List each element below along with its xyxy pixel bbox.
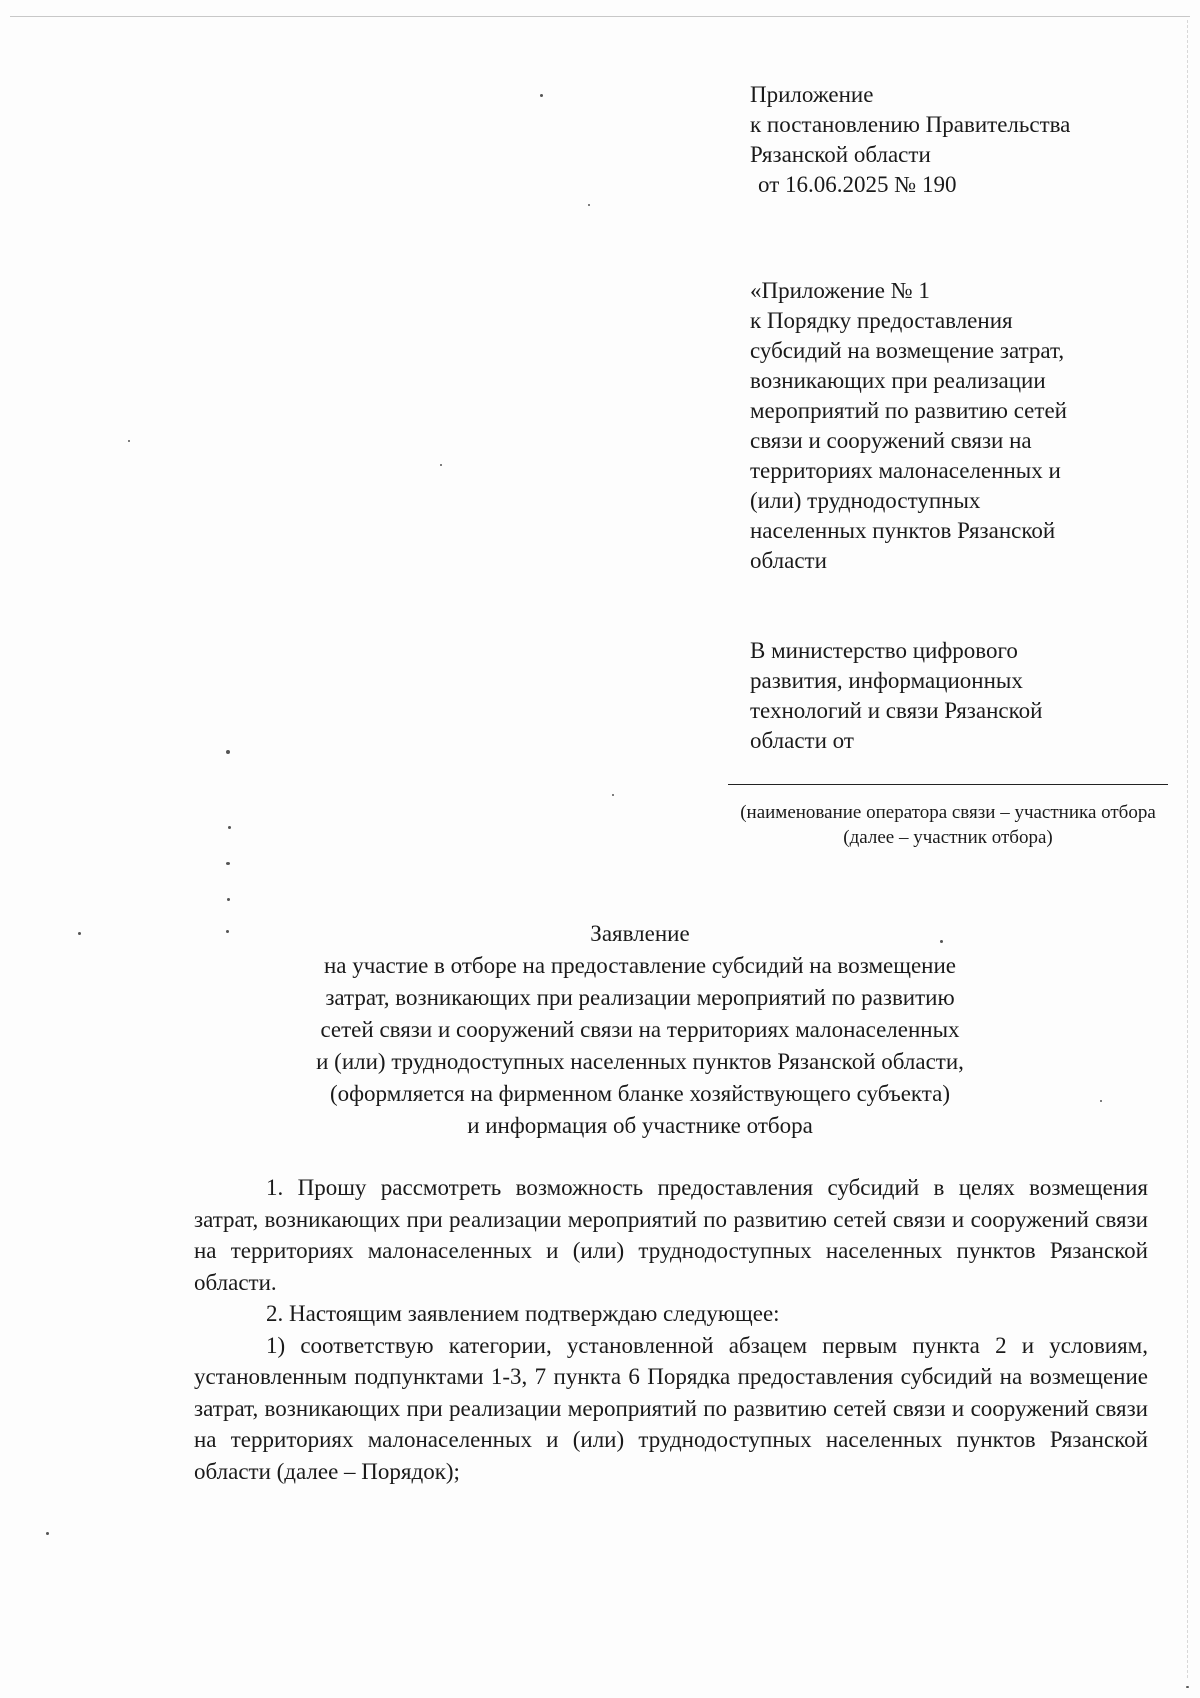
title-line: и информация об участнике отбора xyxy=(467,1113,813,1138)
title-line: сетей связи и сооружений связи на территориях малонаселенных xyxy=(320,1017,960,1042)
scan-speck xyxy=(228,826,231,829)
scan-speck xyxy=(612,794,614,796)
scan-speck xyxy=(226,750,230,754)
scan-edge-top xyxy=(10,16,1190,17)
annex1-line: возникающих при реализации xyxy=(750,368,1046,393)
addressee-line: области от xyxy=(750,728,854,753)
scan-speck xyxy=(227,898,230,901)
annex-line: Приложение xyxy=(750,82,874,107)
scan-speck xyxy=(128,440,130,442)
annex1-line: «Приложение № 1 xyxy=(750,278,930,303)
body-paragraph: 1) соответствую категории, установленной абзацем первым пункта 2 и условиям, установленным подпунктами 1-3, 7 пункта 6 Порядка предоставления субсидий на возмещение затрат, возникающих при реализации мероприятий по развитию сетей связи и сооружений связи на территориях малонаселенных и (или) труднодоступных населенных пунктов Рязанской области (далее – Порядок); xyxy=(194,1332,1148,1484)
addressee-line: развития, информационных xyxy=(750,668,1023,693)
title-heading: Заявление xyxy=(590,921,690,946)
annex-date-number: от 16.06.2025 № 190 xyxy=(758,172,957,197)
annex1-line: территориях малонаселенных и xyxy=(750,458,1061,483)
scan-speck xyxy=(1186,1686,1189,1688)
annex1-line: (или) труднодоступных xyxy=(750,488,981,513)
scan-edge-right xyxy=(1187,20,1188,1678)
application-title xyxy=(200,918,1080,1142)
annex1-line: области xyxy=(750,548,827,573)
scan-speck xyxy=(78,932,81,935)
body-paragraph: 2. Настоящим заявлением подтверждаю следующее: xyxy=(266,1301,780,1326)
annex1-line: к Порядку предоставления xyxy=(750,308,1013,333)
scan-speck xyxy=(588,204,590,206)
body-paragraph: 1. Прошу рассмотреть возможность предоставления субсидий в целях возмещения затрат, возникающих при реализации мероприятий по развитию сетей связи и сооружений связи на территориях малонаселенных и (или) труднодоступных населенных пунктов Рязанской области. xyxy=(194,1175,1148,1295)
annex1-line: субсидий на возмещение затрат, xyxy=(750,338,1065,363)
scan-speck xyxy=(940,940,943,943)
annex-line: к постановлению Правительства xyxy=(750,112,1071,137)
scan-speck xyxy=(46,1532,49,1535)
addressee-block xyxy=(750,636,1150,756)
scan-speck xyxy=(540,94,543,97)
annex-header xyxy=(750,80,1150,200)
application-body xyxy=(194,1172,1148,1487)
annex1-line: связи и сооружений связи на xyxy=(750,428,1032,453)
applicant-name-blank-line xyxy=(728,784,1168,785)
title-line: (оформляется на фирменном бланке хозяйствующего субъекта) xyxy=(329,1081,950,1106)
applicant-name-caption: (наименование оператора связи – участника отбора (далее – участник отбора) xyxy=(740,802,1156,848)
scan-speck xyxy=(1100,1100,1102,1102)
scan-speck xyxy=(440,464,442,466)
addressee-line: В министерство цифрового xyxy=(750,638,1018,663)
annex1-line: населенных пунктов Рязанской xyxy=(750,518,1056,543)
title-line: и (или) труднодоступных населенных пунктов Рязанской области, xyxy=(316,1049,964,1074)
title-line: на участие в отборе на предоставление субсидий на возмещение xyxy=(323,953,957,978)
addressee-line: технологий и связи Рязанской xyxy=(750,698,1043,723)
annex1-line: мероприятий по развитию сетей xyxy=(750,398,1067,423)
scan-speck xyxy=(226,862,230,865)
annex1-header xyxy=(750,276,1150,576)
annex-line: Рязанской области xyxy=(750,142,931,167)
title-line: затрат, возникающих при реализации мероприятий по развитию xyxy=(325,985,955,1010)
scan-speck xyxy=(226,930,229,933)
